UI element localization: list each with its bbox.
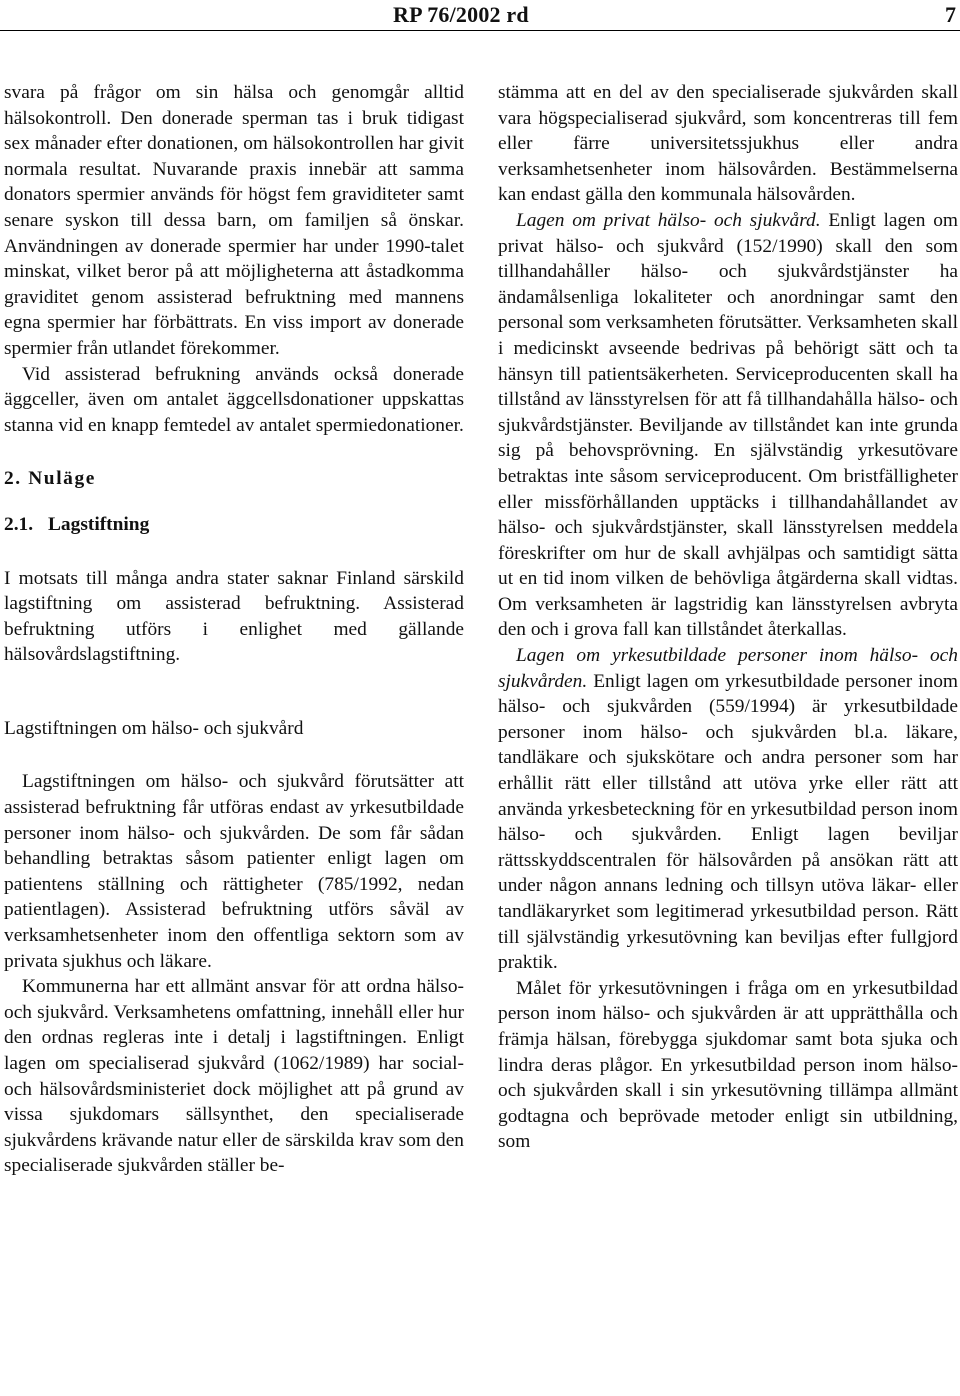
law-title-italic: Lagen om yrkesutbildade personer inom hälso- och sjukvården. <box>498 645 958 692</box>
page-number: 7 <box>945 2 956 27</box>
law-title-italic: Lagen om privat hälso- och sjukvård. <box>516 209 821 231</box>
subsection-title: Lagstiftning <box>48 513 150 535</box>
paragraph <box>498 208 958 643</box>
subsection-number: 2.1. <box>4 513 34 535</box>
subsection-heading <box>4 512 464 538</box>
left-column <box>4 80 464 1179</box>
paragraph: Vid assisterad befrukning används också donerade äggceller, även om antalet äggcellsdonationer uppskattas stanna vid en knapp femtedel av antalet spermiedonationer. <box>4 363 464 436</box>
law-heading: Lagstiftningen om hälso- och sjukvård <box>4 717 304 739</box>
paragraph: Målet för yrkesutövningen i fråga om en yrkesutbildad person inom hälso- och sjukvården är att upprätthålla och främja hälsan, förebygga sjukdomar samt bota sjuka och lindra deras plågor. En yrkesutbildad person inom hälso- och sjukvården skall i sin yrkesutövning tillämpa allmänt godtagna och beprövade metoder enligt sin utbildning, som <box>498 977 958 1153</box>
section-heading <box>4 466 464 492</box>
paragraph <box>4 80 464 362</box>
section-number: 2. <box>4 468 22 490</box>
text-span: svara på frågor om sin hälsa och genomgår alltid hälsokontroll. Den donerade sperman tas i bruk tidigast sex månader efter donationen, om hälsokontrollen har givit normala resultat. Nuvarande praxis innebär att samma donators spermier används för högst fem graviditeter samt senare syskon till dessa barn, om familjen så önskar. <box>4 82 464 231</box>
paragraph: I motsats till många andra stater saknar Finland särskild lagstiftning om assisterad befruktning. Assisterad befruktning utförs i enlighet med gällande hälsovårdslagstiftning. <box>4 567 464 666</box>
right-column <box>498 80 958 1155</box>
text-span: Användningen av donerade spermier har under 1990-talet minskat, vilket beror på att möjligheterna att åstadkomma graviditet genom assisterad befruktning med mannens egna spermier har förbättrats. En viss import av donerade spermier från utlandet förekommer. <box>4 235 464 359</box>
section-title: Nuläge <box>28 468 96 490</box>
paragraph: Kommunerna har ett allmänt ansvar för att ordna hälso- och sjukvård. Verksamhetens omfattning, innehåll eller hur den ordnas regleras inte i detalj i lagstiftningen. Enligt lagen om specialiserad sjukvård (1062/1989) har social- och hälsovårdsministeriet dock möjlighet att på grund av vissa sjukdomars sällsynthet, den specialiserade sjukvårdens krävande natur eller de särskilda krav som den specialiserade sjukvården ställer be- <box>4 976 464 1177</box>
text-span: Enligt lagen om privat hälso- och sjukvård (152/1990) skall den som tillhandahåller hälso- och sjukvårdstjänster ha ändamålsenliga lokaliteter och anordningar samt den personal som verksamheten förutsätter. Verksamheten skall i medicinskt avseende bedrivas på behörigt sätt och ta hänsyn till patientsäkerheten. Serviceproducenten skall ha tillstånd av länsstyrelsen för att få tillhandahålla hälso- och sjukvårdstjänster. Beviljande av tillståndet kan inte grunda sig på behovsprövning. En självständig yrkesutövare betraktas inte såsom serviceproducent. Om bristfälligheter eller missförhållanden upptäcks i tillhandahållandet av hälso- och sjukvårdstjänster, skall länsstyrelsen meddela föreskrifter om hur de skall avhjälpas och samtidigt sätta ut en tid inom vilken de behövliga åtgärderna skall vidtas. Om verksamheten är lagstridig kan länsstyrelsen avbryta den och i grova fall kan tillståndet återkallas. <box>498 209 958 641</box>
paragraph: stämma att en del av den specialiserade sjukvården skall vara högspecialiserad sjukvård, som koncentreras till fem eller färre universitetssjukhus eller andra verksamhetsenheter inom hälsovården. Bestämmelserna kan endast gälla den kommunala hälsovården. <box>498 82 958 206</box>
text-span: Enligt lagen om yrkesutbildade personer inom hälso- och sjukvården (559/1994) är yrkesutbildade personer inom hälso- och sjukvården bl.a. läkare, tandläkare och sjukskötare och andra personer som har erhållit rätt eller tillstånd att utöva yrke eller rätt att använda yrkesbeteckning för en yrkesutbildad person inom hälso- och sjukvården. Enligt lagen beviljar rättsskyddscentralen för hälsovården på ansökan rätt att under någon annans ledning och tillsyn utöva läkar- eller tandläkaryrket som legitimerad yrkesutbildad person. Rätt till självständig yrkesutövning kan beviljas efter fullgjord praktik. <box>498 670 958 974</box>
paragraph: Lagstiftningen om hälso- och sjukvård förutsätter att assisterad befruktning får utföras endast av yrkesutbildade personer inom hälso- och sjukvården. De som får sådan behandling betraktas såsom patienter enligt lagen om patientens ställning och rättigheter (785/1992, nedan patientlagen). Assisterad befruktning utförs såväl av verksamhetsenheter inom den offentliga sektorn som av privata sjukhus och läkare. <box>4 771 464 972</box>
document-id: RP 76/2002 rd <box>393 2 529 27</box>
paragraph <box>498 643 958 976</box>
page-header <box>0 0 960 31</box>
